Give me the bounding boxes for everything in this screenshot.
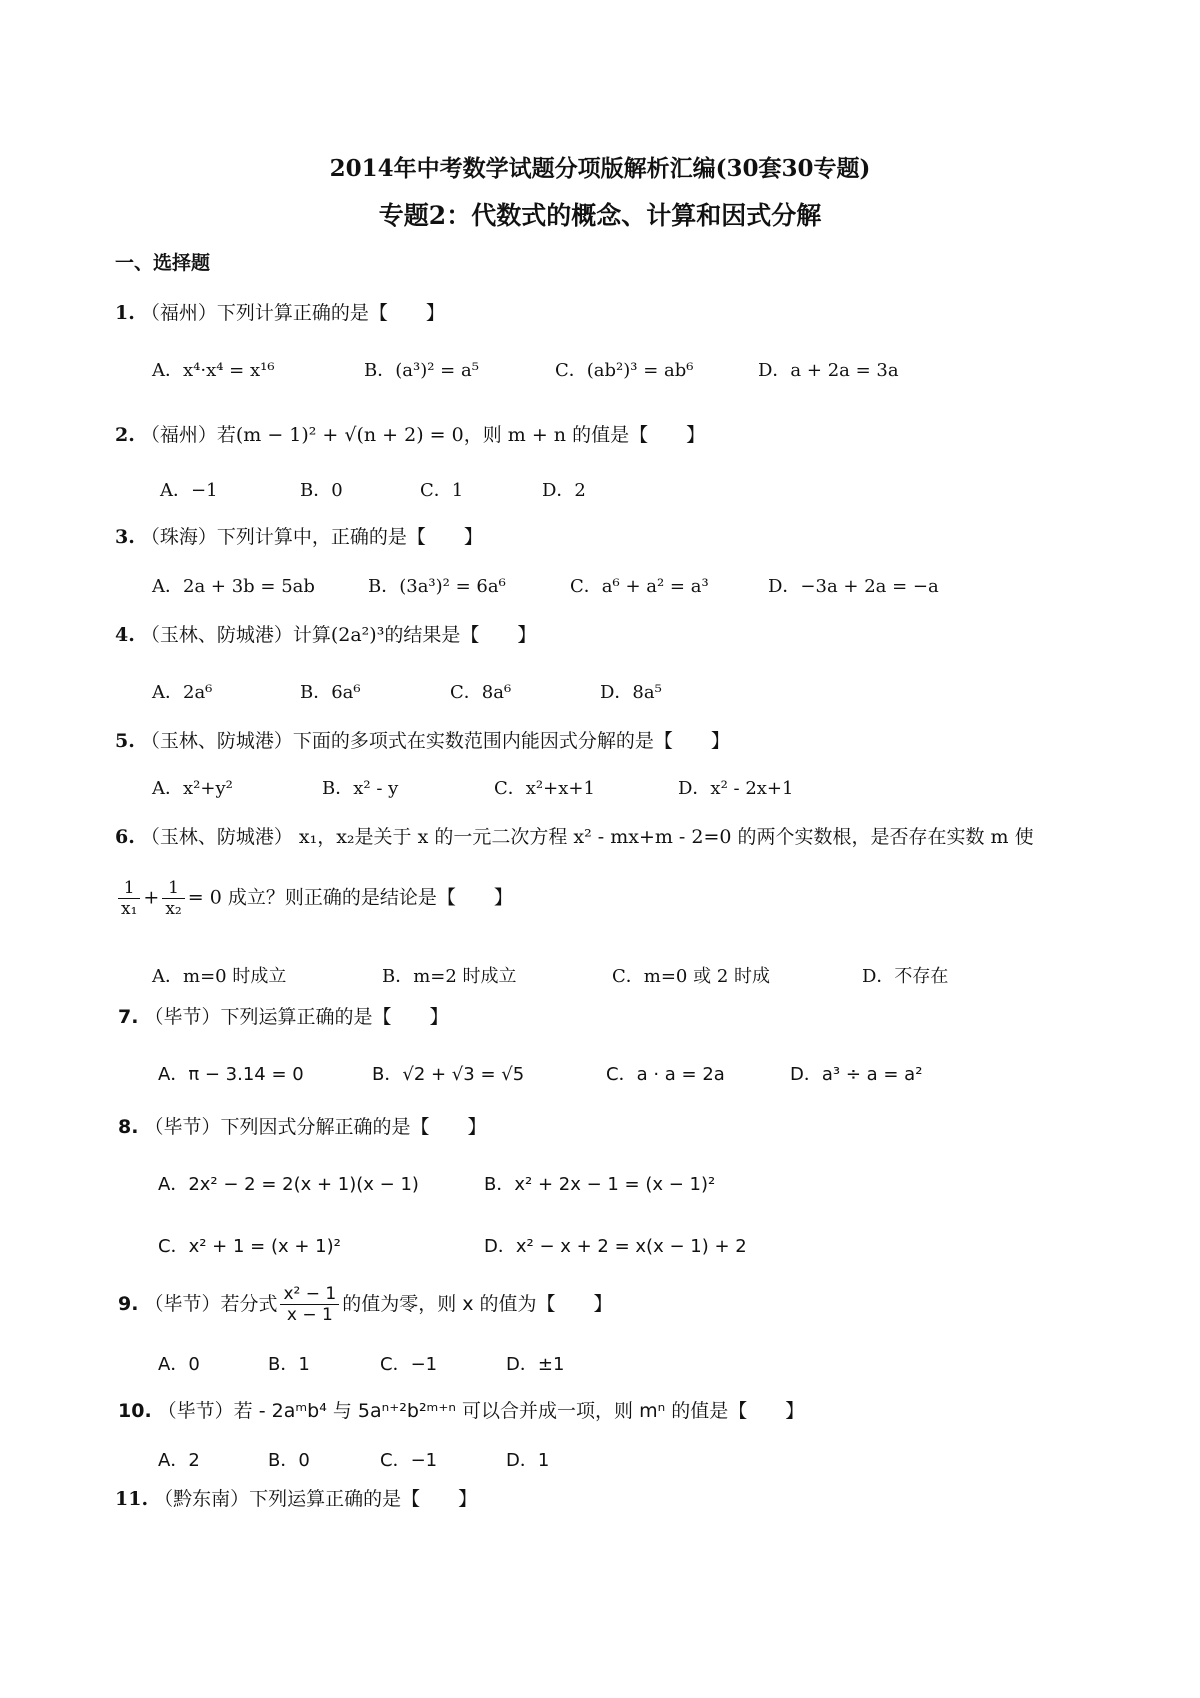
option-d: D．不存在 — [862, 966, 949, 987]
option-d: D．x² − x + 2 = x(x − 1) + 2 — [484, 1236, 747, 1257]
option-a: A．x²+y² — [152, 778, 233, 799]
option-d: D．a + 2a = 3a — [758, 360, 899, 381]
question-number: 3. — [115, 526, 135, 548]
question-number: 1. — [115, 302, 135, 324]
option-a: A．2 — [158, 1450, 200, 1471]
option-c: C．x²+x+1 — [494, 778, 595, 799]
question-11 — [115, 1484, 477, 1511]
question-6 — [115, 822, 1034, 849]
document-subtitle: 专题2：代数式的概念、计算和因式分解 — [378, 201, 822, 230]
question-stem: （玉林、防城港）下面的多项式在实数范围内能因式分解的是【 】 — [140, 730, 730, 752]
option-b: B．(a³)² = a⁵ — [364, 360, 479, 381]
option-c: C．x² + 1 = (x + 1)² — [158, 1236, 341, 1257]
option-d: D．2 — [542, 480, 586, 501]
option-a: A．−1 — [160, 480, 218, 501]
option-a: A．0 — [158, 1354, 200, 1375]
option-c: C．a · a = 2a — [606, 1064, 725, 1085]
fraction-expression: $\frac{\text{x² − 1}}{x - 1}$ — [280, 1284, 339, 1325]
question-number: 10. — [118, 1400, 152, 1422]
question-7 — [118, 1002, 448, 1029]
question-stem: （黔东南）下列运算正确的是【 】 — [154, 1488, 478, 1510]
option-a: A．π − 3.14 = 0 — [158, 1064, 304, 1085]
question-number: 2. — [115, 424, 135, 446]
option-c: C．m=0 或 2 时成 — [612, 966, 770, 987]
option-a: A．2a + 3b = 5ab — [152, 576, 315, 597]
question-stem: （福州）若(m − 1)² + √(n + 2) = 0，则 m + n 的值是【 】 — [140, 424, 706, 446]
question-number: 5. — [115, 730, 135, 752]
option-c: C．−1 — [380, 1450, 438, 1471]
option-d: D．x² - 2x+1 — [678, 778, 794, 799]
option-c: C．−1 — [380, 1354, 438, 1375]
question-stem: （毕节）下列因式分解正确的是【 】 — [144, 1116, 487, 1138]
question-stem-prefix: （毕节）若分式 — [144, 1293, 278, 1315]
option-b: B．6a⁶ — [300, 682, 361, 703]
question-stem: （毕节）下列运算正确的是【 】 — [144, 1006, 449, 1028]
question-number: 9. — [118, 1293, 139, 1315]
option-b: B．x² - y — [322, 778, 399, 799]
option-b: B．x² + 2x − 1 = (x − 1)² — [484, 1174, 716, 1195]
question-stem: （毕节）若 - 2aᵐb⁴ 与 5aⁿ⁺²b²ᵐ⁺ⁿ 可以合并成一项，则 mⁿ 的值是【 】 — [157, 1400, 805, 1422]
fraction-1-over-x2: $\frac{1}{\text{x₂}}$ — [162, 878, 184, 919]
option-c: C．8a⁶ — [450, 682, 512, 703]
option-b: B．0 — [300, 480, 343, 501]
option-d: D．±1 — [506, 1354, 565, 1375]
option-c: C．a⁶ + a² = a³ — [570, 576, 709, 597]
question-stem-continued: 成立？则正确的是结论是【 】 — [227, 886, 513, 909]
question-3 — [115, 522, 483, 549]
option-b: B．0 — [268, 1450, 310, 1471]
option-d: D．a³ ÷ a = a² — [790, 1064, 923, 1085]
fraction-equation-tail: = 0 — [187, 886, 222, 909]
option-b: B．(3a³)² = 6a⁶ — [368, 576, 506, 597]
section-heading: 一、选择题 — [115, 252, 211, 274]
question-6-continuation: $\frac{1}{\text{x₁}}$ + $\frac{1}{\text{x₂}}$ = 0 成立？则正确的是结论是【 】 — [115, 878, 513, 919]
question-stem: 的值为零，则 x 的值为【 】 — [342, 1293, 613, 1315]
option-a: A．m=0 时成立 — [152, 966, 287, 987]
question-8 — [118, 1112, 486, 1139]
question-number: 6. — [115, 826, 135, 848]
option-d: D．8a⁵ — [600, 682, 662, 703]
question-number: 8. — [118, 1116, 139, 1138]
fraction-1-over-x1: $\frac{1}{\text{x₁}}$ — [118, 878, 140, 919]
option-c: C．(ab²)³ = ab⁶ — [555, 360, 694, 381]
option-a: A．x⁴·x⁴ = x¹⁶ — [152, 360, 275, 381]
question-stem: （珠海）下列计算中，正确的是【 】 — [140, 526, 483, 548]
question-stem: （玉林、防城港） x₁，x₂是关于 x 的一元二次方程 x² - mx+m - 2=0 的两个实数根，是否存在实数 m 使 — [140, 826, 1034, 848]
option-d: D．−3a + 2a = −a — [768, 576, 939, 597]
question-stem: （玉林、防城港）计算(2a²)³的结果是【 】 — [140, 624, 537, 646]
option-c: C．1 — [420, 480, 464, 501]
option-b: B．1 — [268, 1354, 310, 1375]
question-number: 4. — [115, 624, 135, 646]
document-title: 2014年中考数学试题分项版解析汇编(30套30专题) — [329, 155, 871, 182]
question-10 — [118, 1396, 804, 1423]
question-5 — [115, 726, 730, 753]
option-b: B．m=2 时成立 — [382, 966, 517, 987]
option-a: A．2x² − 2 = 2(x + 1)(x − 1) — [158, 1174, 419, 1195]
question-2 — [115, 420, 705, 447]
question-9 — [118, 1284, 613, 1325]
option-b: B．√2 + √3 = √5 — [372, 1064, 525, 1085]
question-1 — [115, 298, 445, 325]
option-d: D．1 — [506, 1450, 550, 1471]
question-4 — [115, 620, 536, 647]
question-number: 7. — [118, 1006, 139, 1028]
question-number: 11. — [115, 1488, 149, 1510]
question-stem: （福州）下列计算正确的是【 】 — [140, 302, 445, 324]
option-a: A．2a⁶ — [152, 682, 213, 703]
